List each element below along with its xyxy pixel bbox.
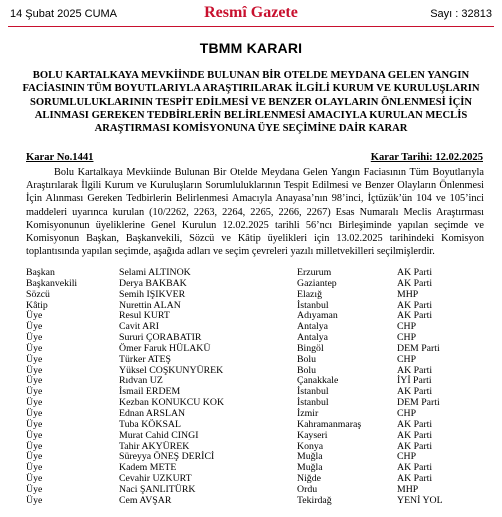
- member-constituency: Adıyaman: [297, 310, 338, 322]
- member-role: Üye: [26, 375, 43, 387]
- member-constituency: Erzurum: [297, 267, 332, 278]
- member-constituency: Antalya: [297, 332, 329, 344]
- member-list: [26, 268, 486, 507]
- member-role: Üye: [26, 321, 43, 333]
- member-name: Selami ALTINOK: [119, 267, 191, 278]
- member-role: Üye: [26, 342, 43, 354]
- member-row: [26, 311, 486, 322]
- member-role: Üye: [26, 483, 43, 495]
- member-constituency: Konya: [297, 440, 324, 452]
- gazette-header: [0, 0, 502, 26]
- member-name: Sururi ÇORABATIR: [119, 332, 202, 344]
- member-name: Türker ATEŞ: [119, 353, 171, 365]
- member-name: Ednan ARSLAN: [119, 407, 186, 419]
- member-constituency: Muğla: [297, 451, 323, 463]
- member-constituency: Niğde: [297, 473, 321, 485]
- member-role: Üye: [26, 407, 43, 419]
- member-party: AK Parti: [397, 364, 433, 376]
- member-constituency: Bingöl: [297, 342, 324, 354]
- member-name: Cem AVŞAR: [119, 494, 172, 506]
- member-role: Üye: [26, 429, 43, 441]
- member-constituency: Çanakkale: [297, 375, 339, 387]
- member-role: Üye: [26, 332, 43, 344]
- member-row: [26, 290, 486, 301]
- member-name: Resul KURT: [119, 310, 170, 322]
- member-constituency: Kahramanmaraş: [297, 418, 362, 430]
- member-party: AK Parti: [397, 440, 433, 452]
- decision-title: BOLU KARTALKAYA MEVKİİNDE BULUNAN BİR OTELDE MEYDANA GELEN YANGIN FACİASININ TÜM BOYUTLARIYLA ARAŞTIRILARAK İLGİLİ KURUM VE KURULUŞLARIN SORUMLULUKLARININ TESPİT EDİLMESİ VE BENZER OLAYLARIN ÖNLENMESİ İÇİN ALINMASI GEREKEN TEDBİRLERİN BELİRLENMESİ AMACIYLA KURULAN MECLİS ARAŞTIRMASI KOMİSYONUNA ÜYE SEÇİMİNE DAİR KARAR: [22, 70, 480, 135]
- member-row: [26, 496, 486, 507]
- member-row: [26, 322, 486, 333]
- member-party: AK Parti: [397, 277, 433, 289]
- member-role: Üye: [26, 418, 43, 430]
- header-rule: [8, 26, 494, 27]
- member-name: Ömer Faruk HÜLAKÜ: [119, 342, 211, 354]
- member-role: Üye: [26, 353, 43, 365]
- member-role: Üye: [26, 397, 43, 409]
- member-constituency: Ordu: [297, 483, 318, 495]
- member-constituency: Tekirdağ: [297, 494, 332, 506]
- member-name: Naci ŞANLITÜRK: [119, 483, 196, 495]
- member-constituency: Bolu: [297, 364, 317, 376]
- member-name: Semih IŞIKVER: [119, 288, 186, 300]
- member-role: Başkanvekili: [26, 277, 78, 289]
- member-row: [26, 442, 486, 453]
- member-party: AK Parti: [397, 462, 433, 474]
- member-role: Sözcü: [26, 288, 50, 300]
- member-name: Süreyya ÖNEŞ DERİCİ: [119, 451, 215, 463]
- section-title: TBMM KARARI: [199, 40, 303, 56]
- publication-date: 14 Şubat 2025 CUMA: [10, 8, 118, 20]
- member-constituency: İzmir: [297, 407, 319, 419]
- member-row: [26, 431, 486, 442]
- member-constituency: İstanbul: [297, 397, 329, 409]
- member-row: [26, 398, 486, 409]
- member-party: CHP: [397, 407, 417, 419]
- member-role: Üye: [26, 364, 43, 376]
- decision-body: Bolu Kartalkaya Mevkiinde Bulunan Bir Otelde Meydana Gelen Yangın Faciasının Tüm Boyutlarıyla Araştırılarak İlgili Kurum ve Kuruluşların Sorumluluklarının Tespit Edilmesi ve Benzer Olayların Önlenmesi İçin Alınması Gereken Tedbirlerin Belirlenmesi Amacıyla Anayasa’nın 98’inci, İçtüzük’ün 104 ve 105’inci maddeleri uyarınca kurulan (10/2262, 2263, 2264, 2265, 2266, 2267) Esas Numaralı Meclis Araştırması Komisyonunun üyeliklerine Genel Kurulun 12.02.2025 tarihli 56’ncı Birleşiminde yapılan seçimde ve Komisyonun Başkan, Başkanvekili, Sözcü ve Kâtip üyelikleri için 13.02.2025 tarihindeki Komisyon toplantısında yapılan seçimde, aşağıda adları ve seçim çevreleri yazılı milletvekilleri seçilmişlerdir.: [26, 167, 484, 258]
- member-party: İYİ Parti: [397, 375, 432, 387]
- member-row: [26, 344, 486, 355]
- member-party: AK Parti: [397, 418, 433, 430]
- member-role: Üye: [26, 494, 43, 506]
- issue-number: Sayı : 32813: [430, 8, 492, 20]
- member-role: Üye: [26, 462, 43, 474]
- member-name: Cavit ARI: [119, 321, 160, 333]
- member-constituency: İstanbul: [297, 386, 329, 398]
- member-party: MHP: [397, 288, 419, 300]
- member-name: Rıdvan UZ: [119, 375, 163, 387]
- member-party: AK Parti: [397, 310, 433, 322]
- member-role: Üye: [26, 440, 43, 452]
- member-constituency: İstanbul: [297, 299, 329, 311]
- member-party: DEM Parti: [397, 342, 440, 354]
- member-name: Kezban KONUKCU KOK: [119, 397, 225, 409]
- member-party: AK Parti: [397, 267, 433, 278]
- member-name: Tuba KÖKSAL: [119, 418, 181, 430]
- member-role: Kâtip: [26, 299, 48, 311]
- member-party: AK Parti: [397, 473, 433, 485]
- member-constituency: Antalya: [297, 321, 329, 333]
- member-role: Üye: [26, 310, 43, 322]
- member-name: Nurettin ALAN: [119, 299, 181, 311]
- member-constituency: Kayseri: [297, 429, 328, 441]
- member-party: CHP: [397, 451, 417, 463]
- member-name: Tahir AKYÜREK: [119, 440, 190, 452]
- member-party: AK Parti: [397, 299, 433, 311]
- member-party: AK Parti: [397, 429, 433, 441]
- member-constituency: Muğla: [297, 462, 323, 474]
- member-role: Üye: [26, 386, 43, 398]
- member-role: Üye: [26, 473, 43, 485]
- member-role: Üye: [26, 451, 43, 463]
- member-name: Kadem METE: [119, 462, 177, 474]
- member-name: İsmail ERDEM: [119, 386, 181, 398]
- member-party: AK Parti: [397, 386, 433, 398]
- member-party: MHP: [397, 483, 419, 495]
- publication-title: Resmî Gazete: [204, 4, 298, 21]
- member-name: Derya BAKBAK: [119, 277, 187, 289]
- member-name: Cevahir UZKURT: [119, 473, 192, 485]
- member-row: [26, 355, 486, 366]
- member-name: Murat Cahid CINGI: [119, 429, 199, 441]
- member-party: YENİ YOL: [397, 494, 443, 506]
- member-constituency: Elazığ: [297, 288, 323, 300]
- member-role: Başkan: [26, 267, 55, 278]
- decision-number: Karar No.1441: [26, 152, 94, 163]
- member-party: CHP: [397, 321, 417, 333]
- member-party: CHP: [397, 332, 417, 344]
- decision-date: Karar Tarihi: 12.02.2025: [370, 152, 483, 163]
- member-constituency: Gaziantep: [297, 277, 337, 289]
- member-party: DEM Parti: [397, 397, 440, 409]
- member-constituency: Bolu: [297, 353, 317, 365]
- member-party: CHP: [397, 353, 417, 365]
- member-name: Yüksel COŞKUNYÜREK: [119, 364, 224, 376]
